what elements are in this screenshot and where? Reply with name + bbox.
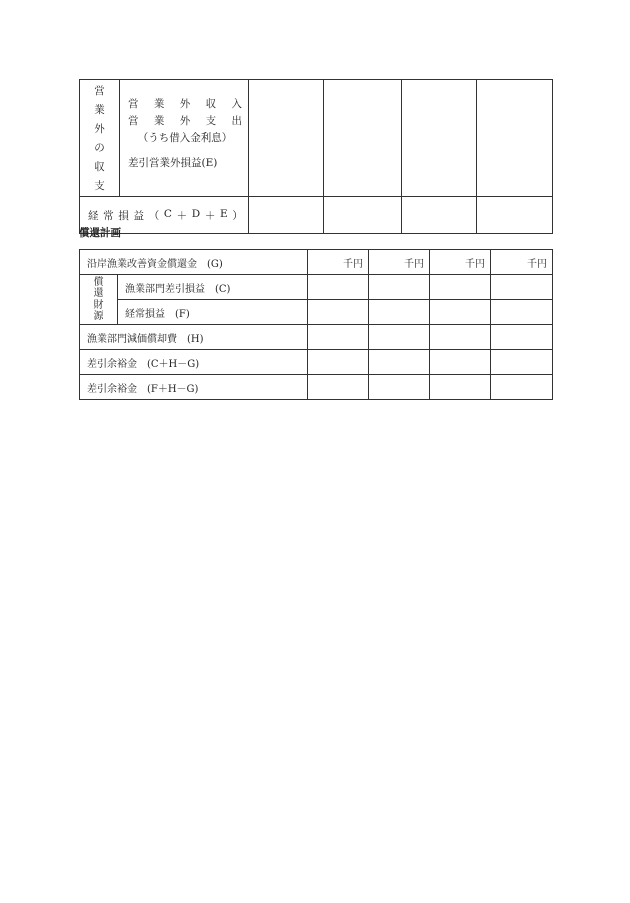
value-cell bbox=[249, 80, 324, 197]
repayment-source-label: 償 還 財 源 bbox=[80, 275, 118, 325]
unit-label: 千円 bbox=[491, 250, 553, 275]
value-cell bbox=[491, 325, 553, 350]
ordinary-profit-label: 経 常 損 益 （ C ＋ D ＋ E ） bbox=[80, 197, 249, 234]
value-cell bbox=[369, 275, 430, 300]
value-cell bbox=[308, 300, 369, 325]
value-cell bbox=[308, 375, 369, 400]
value-cell bbox=[249, 197, 324, 234]
value-cell bbox=[491, 375, 553, 400]
value-cell bbox=[491, 300, 553, 325]
non-operating-items bbox=[120, 80, 249, 197]
repayment-label: 沿岸漁業改善資金償還金 (G) bbox=[80, 250, 308, 275]
value-cell bbox=[430, 300, 491, 325]
non-operating-side-label: 営 業 外 の 収 支 bbox=[80, 80, 120, 197]
non-operating-expense-label: 営 業 外 支 出 bbox=[128, 115, 242, 127]
value-cell bbox=[430, 325, 491, 350]
unit-label: 千円 bbox=[369, 250, 430, 275]
value-cell bbox=[369, 300, 430, 325]
value-cell bbox=[477, 197, 553, 234]
value-cell bbox=[324, 197, 402, 234]
value-cell bbox=[430, 375, 491, 400]
value-cell bbox=[369, 350, 430, 375]
non-operating-income-label: 営 業 外 収 入 bbox=[128, 98, 242, 110]
value-cell bbox=[308, 350, 369, 375]
value-cell bbox=[369, 375, 430, 400]
value-cell bbox=[369, 325, 430, 350]
value-cell bbox=[308, 325, 369, 350]
value-cell bbox=[308, 275, 369, 300]
value-cell bbox=[491, 275, 553, 300]
non-operating-diff-label: 差引営業外損益(E) bbox=[128, 157, 218, 169]
interest-label: （うち借入金利息） bbox=[137, 132, 233, 144]
unit-label: 千円 bbox=[430, 250, 491, 275]
fishery-profit-label: 漁業部門差引損益 (C) bbox=[118, 275, 308, 300]
ordinary-profit-f-label: 経常損益 (F) bbox=[118, 300, 308, 325]
unit-label: 千円 bbox=[308, 250, 369, 275]
section-heading: 償還計画 bbox=[79, 227, 121, 239]
non-operating-table bbox=[79, 79, 553, 234]
surplus-f-label: 差引余裕金 (F＋H－G) bbox=[80, 375, 308, 400]
repayment-plan-table bbox=[79, 249, 553, 400]
value-cell bbox=[402, 197, 477, 234]
depreciation-label: 漁業部門減価償却費 (H) bbox=[80, 325, 308, 350]
value-cell bbox=[491, 350, 553, 375]
value-cell bbox=[430, 275, 491, 300]
value-cell bbox=[430, 350, 491, 375]
value-cell bbox=[477, 80, 553, 197]
surplus-c-label: 差引余裕金 (C＋H－G) bbox=[80, 350, 308, 375]
value-cell bbox=[324, 80, 402, 197]
value-cell bbox=[402, 80, 477, 197]
